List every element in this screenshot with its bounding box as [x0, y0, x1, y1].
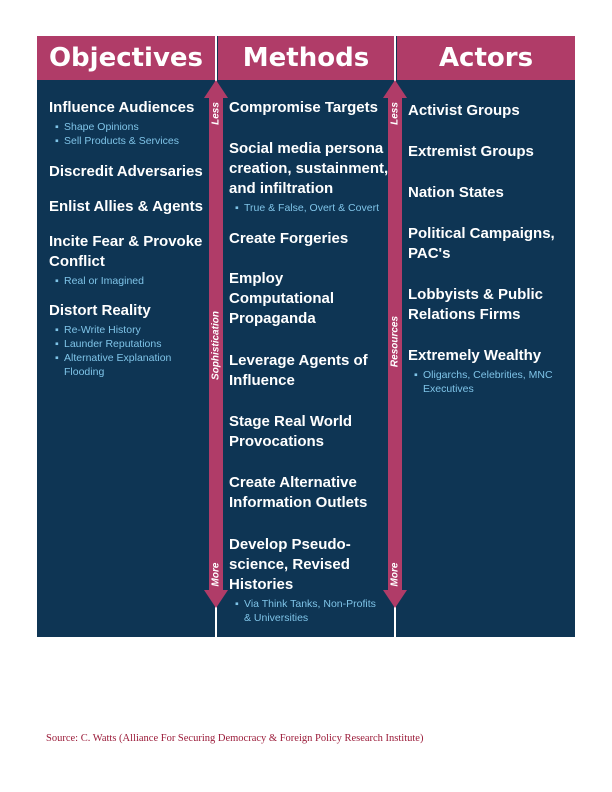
actor-title: Lobbyists & Public Relations Firms [408, 286, 544, 323]
method-title: Stage Real World Provocations [229, 413, 353, 450]
objective-title: Discredit Adversaries [49, 163, 203, 180]
objective-item [49, 98, 207, 148]
method-title: Employ Computational Propaganda [229, 270, 334, 327]
method-item [229, 229, 389, 249]
method-title: Compromise Targets [229, 99, 378, 116]
method-title: Create Alternative Information Outlets [229, 474, 368, 511]
objective-item [49, 197, 207, 217]
method-item [229, 351, 379, 391]
actor-subitem: ▪ Oligarchs, Celebrities, MNC Executives [414, 368, 568, 396]
method-item [229, 535, 379, 625]
actor-title: Extremist Groups [408, 143, 534, 160]
resources-axis-label: Resources [389, 315, 401, 368]
objective-subitem: ▪ Real or Imagined [55, 274, 207, 288]
objective-item [49, 301, 207, 379]
sophistication-axis-label: Sophistication [210, 311, 222, 380]
objective-subitem: ▪ Re-Write History [55, 323, 207, 337]
objective-item [49, 162, 207, 182]
method-title: Develop Pseudo-science, Revised Histories [229, 536, 351, 593]
actor-item [408, 142, 568, 162]
method-item [229, 269, 369, 329]
objective-item [49, 232, 207, 288]
actor-item [408, 285, 568, 325]
method-item [229, 473, 379, 513]
actor-item [408, 101, 568, 121]
actor-item [408, 224, 568, 264]
methods-header: Methods [218, 36, 394, 80]
diagram-panel [37, 36, 575, 637]
method-title: Create Forgeries [229, 230, 349, 247]
objective-subitem: ▪ Alternative Explanation Flooding [55, 351, 207, 379]
objectives-header: Objectives [37, 36, 215, 80]
method-item [229, 98, 389, 118]
objective-subitem: ▪ Launder Reputations [55, 337, 207, 351]
method-subitem: ▪ True & False, Overt & Covert [235, 201, 389, 215]
method-title: Social media persona creation, sustainment, and infiltration [229, 140, 389, 197]
method-title: Leverage Agents of Influence [229, 352, 368, 389]
source-note: Source: C. Watts (Alliance For Securing Democracy & Foreign Policy Research Institute) [46, 733, 424, 744]
actor-title: Nation States [408, 184, 504, 201]
objective-title: Influence Audiences [49, 99, 195, 116]
sophistication-more-label: More [210, 562, 222, 587]
resources-more-label: More [389, 562, 401, 587]
actor-title: Activist Groups [408, 102, 520, 119]
method-subitem: ▪ Via Think Tanks, Non-Profits & Universities [235, 597, 379, 625]
method-item [229, 412, 379, 452]
objective-title: Distort Reality [49, 302, 151, 319]
objective-title: Enlist Allies & Agents [49, 198, 203, 215]
actors-header: Actors [397, 36, 575, 80]
objective-title: Incite Fear & Provoke Conflict [49, 233, 203, 270]
sophistication-less-label: Less [210, 102, 222, 125]
actor-title: Political Campaigns, PAC's [408, 225, 555, 262]
method-item [229, 139, 389, 215]
actor-title: Extremely Wealthy [408, 347, 542, 364]
objective-subitem: ▪ Shape Opinions [55, 120, 207, 134]
actor-item [408, 183, 568, 203]
objective-subitem: ▪ Sell Products & Services [55, 134, 207, 148]
actor-item [408, 346, 568, 396]
resources-less-label: Less [389, 102, 401, 125]
